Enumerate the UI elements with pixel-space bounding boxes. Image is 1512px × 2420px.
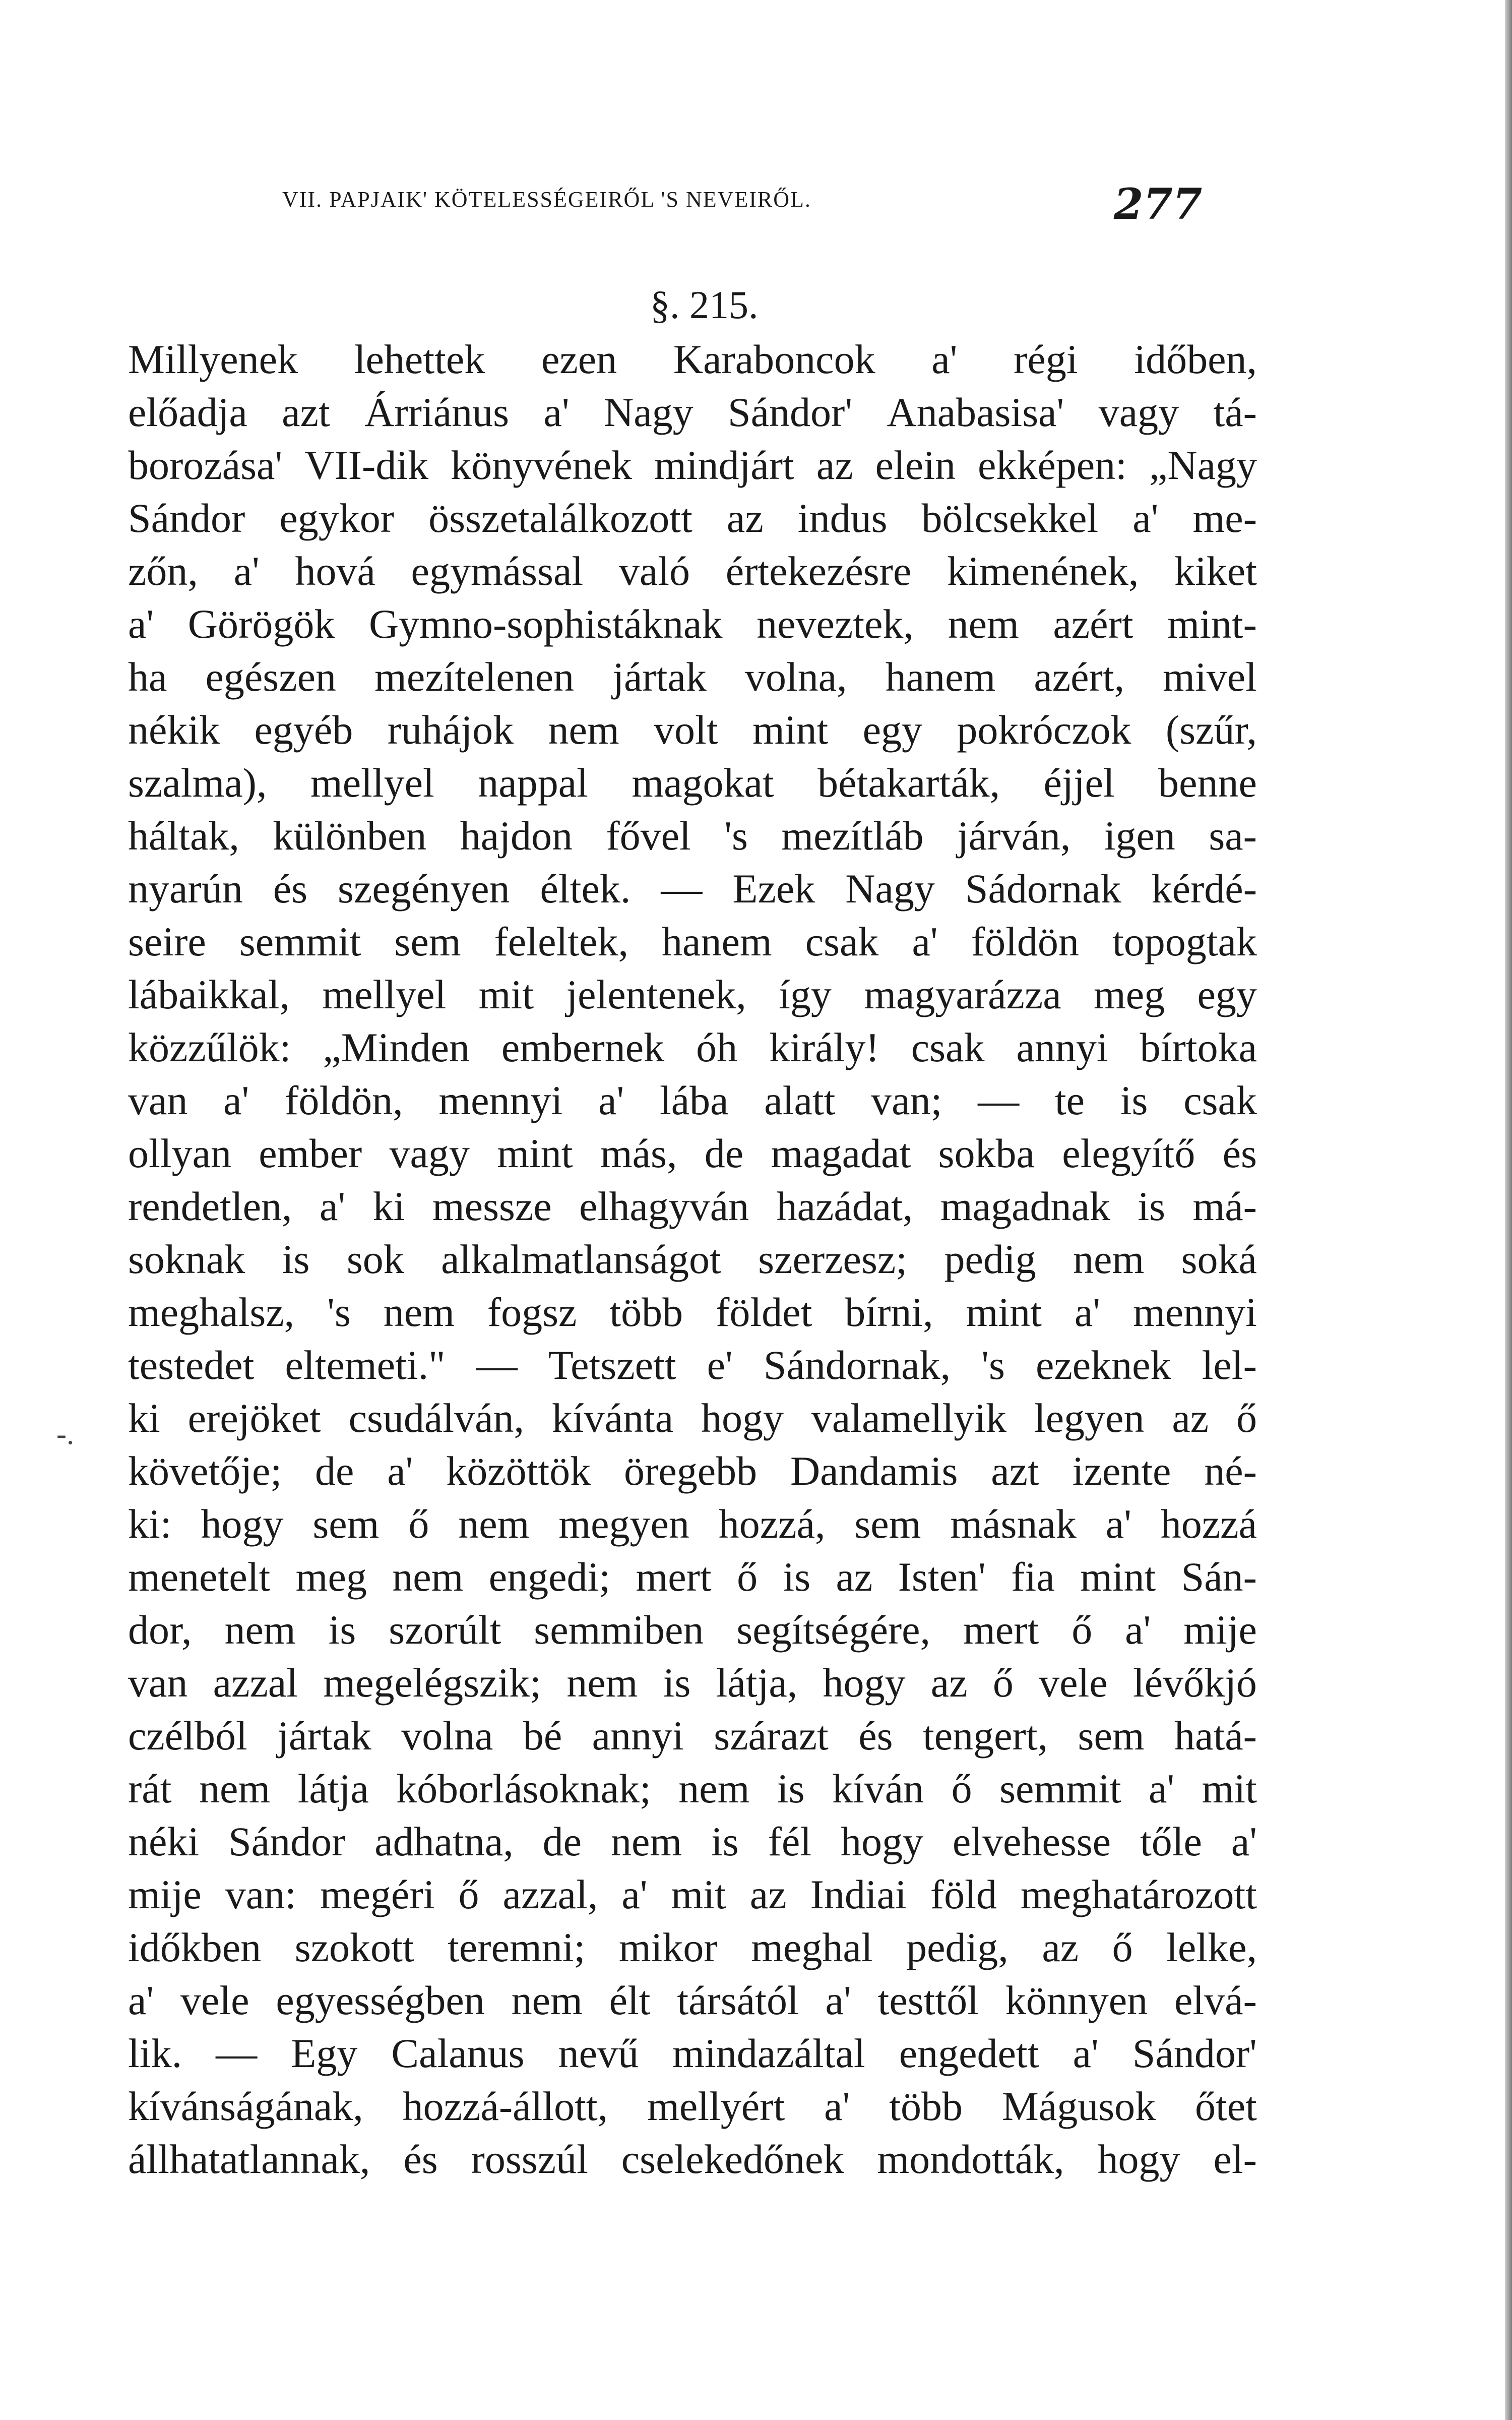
text-line: állhatatlannak, és rosszúl cselekedőnek mondották, hogy el- bbox=[128, 2136, 1257, 2182]
text-line: soknak is sok alkalmatlanságot szerzesz; pedig nem soká bbox=[128, 1236, 1257, 1282]
text-line: lábaikkal, mellyel mit jelentenek, így magyarázza meg egy bbox=[128, 972, 1257, 1017]
text-line: Millyenek lehettek ezen Karaboncok a' régi időben, bbox=[128, 336, 1257, 382]
text-line: néki Sándor adhatna, de nem is fél hogy elvehesse tőle a' bbox=[128, 1819, 1257, 1864]
text-line: közzűlök: „Minden embernek óh király! csak annyi bírtoka bbox=[128, 1024, 1257, 1070]
page-number: 277 bbox=[1114, 179, 1203, 229]
text-line: nékik egyéb ruhájok nem volt mint egy pokróczok (szűr, bbox=[128, 707, 1257, 753]
text-line: seire semmit sem feleltek, hanem csak a' földön topogtak bbox=[128, 919, 1257, 964]
page-edge-shadow bbox=[1505, 0, 1512, 2420]
body-text bbox=[128, 333, 1257, 2186]
text-line: menetelt meg nem engedi; mert ő is az Isten' fia mint Sán- bbox=[128, 1554, 1257, 1600]
text-line: borozása' VII-dik könyvének mindjárt az elein ekképen: „Nagy bbox=[128, 442, 1257, 488]
text-line: zőn, a' hová egymással való értekezésre kimenének, kiket bbox=[128, 548, 1257, 594]
text-line: időkben szokott teremni; mikor meghal pedig, az ő lelke, bbox=[128, 1924, 1257, 1970]
text-line: ki: hogy sem ő nem megyen hozzá, sem másnak a' hozzá bbox=[128, 1501, 1257, 1547]
text-line: Sándor egykor összetalálkozott az indus bölcsekkel a' me- bbox=[128, 495, 1257, 541]
text-line: meghalsz, 's nem fogsz több földet bírni, mint a' mennyi bbox=[128, 1289, 1257, 1335]
text-line: előadja azt Árriánus a' Nagy Sándor' Anabasisa' vagy tá- bbox=[128, 389, 1257, 435]
text-line: ki erejöket csudálván, kívánta hogy valamellyik legyen az ő bbox=[128, 1395, 1257, 1441]
margin-mark: -. bbox=[56, 1417, 74, 1450]
text-line: van azzal megelégszik; nem is látja, hogy az ő vele lévőkjó bbox=[128, 1660, 1257, 1706]
text-line: dor, nem is szorúlt semmiben segítségére, mert ő a' mije bbox=[128, 1607, 1257, 1653]
text-line: a' vele egyességben nem élt társától a' testtől könnyen elvá- bbox=[128, 1977, 1257, 2023]
text-line: követője; de a' közöttök öregebb Dandamis azt izente né- bbox=[128, 1448, 1257, 1494]
text-line: kívánságának, hozzá-állott, mellyért a' több Mágusok őtet bbox=[128, 2083, 1257, 2129]
section-heading: §. 215. bbox=[650, 283, 759, 327]
text-line: ha egészen mezítelenen jártak volna, hanem azért, mivel bbox=[128, 654, 1257, 700]
text-line: van a' földön, mennyi a' lába alatt van; — te is csak bbox=[128, 1077, 1257, 1123]
text-line: rát nem látja kóborlásoknak; nem is kíván ő semmit a' mit bbox=[128, 1766, 1257, 1811]
text-line: a' Görögök Gymno-sophistáknak neveztek, nem azért mint- bbox=[128, 601, 1257, 647]
text-line: testedet eltemeti." — Tetszett e' Sándornak, 's ezeknek lel- bbox=[128, 1342, 1257, 1388]
text-line: szalma), mellyel nappal magokat bétakarták, éjjel benne bbox=[128, 760, 1257, 806]
text-line: rendetlen, a' ki messze elhagyván hazádat, magadnak is má- bbox=[128, 1183, 1257, 1229]
text-line: czélból jártak volna bé annyi szárazt és tengert, sem hatá- bbox=[128, 1713, 1257, 1759]
text-line: mije van: megéri ő azzal, a' mit az Indiai föld meghatározott bbox=[128, 1871, 1257, 1917]
text-line: nyarún és szegényen éltek. — Ezek Nagy Sádornak kérdé- bbox=[128, 866, 1257, 912]
running-head: VII. PAPJAIK' KÖTELESSÉGEIRŐL 'S NEVEIRŐL. bbox=[282, 187, 811, 212]
text-line: lik. — Egy Calanus nevű mindazáltal engedett a' Sándor' bbox=[128, 2030, 1257, 2076]
text-line: ollyan ember vagy mint más, de magadat sokba elegyítő és bbox=[128, 1130, 1257, 1176]
text-line: háltak, különben hajdon fővel 's mezítláb járván, igen sa- bbox=[128, 813, 1257, 859]
